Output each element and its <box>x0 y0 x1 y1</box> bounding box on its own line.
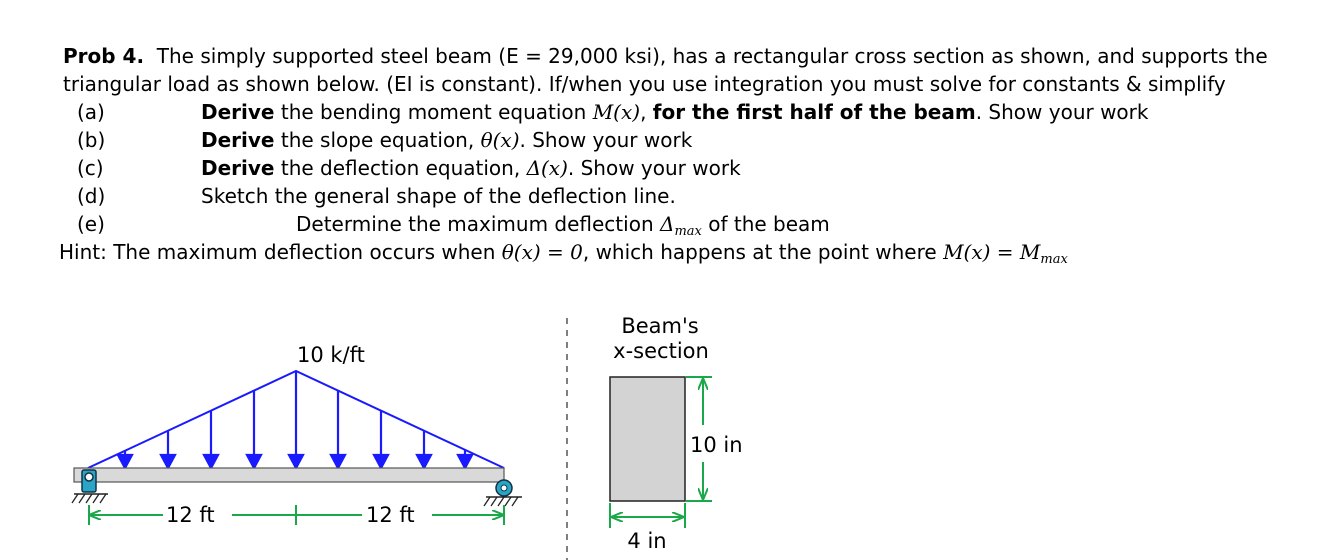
problem-intro-line-2: triangular load as shown below. (EI is constant). If/when you use integration you must solve for constants & simplify <box>63 72 1226 96</box>
right-roller-support <box>484 480 522 506</box>
item-c-bold: Derive <box>201 156 275 180</box>
item-b-bold: Derive <box>201 128 275 152</box>
item-e-text1: Determine the maximum deflection <box>296 212 660 236</box>
problem-label: Prob 4. <box>63 44 145 68</box>
intro-text-1: The simply supported steel beam (E = 29,000 ksi), has a rectangular cross section as shown, and supports the <box>156 44 1268 68</box>
item-b-label: (b) <box>77 128 106 152</box>
xsection-title-1: Beam's <box>621 314 699 338</box>
span-left-label: 12 ft <box>166 503 215 527</box>
item-d-text: Sketch the general shape of the deflection line. <box>201 184 676 208</box>
load-arrows <box>118 371 472 468</box>
item-e-math: Δ <box>659 212 675 236</box>
xsection-title-2: x-section <box>613 339 709 363</box>
item-c-text2: . Show your work <box>567 156 741 180</box>
item-b-text2: . Show your work <box>519 128 693 152</box>
item-a-bold2: for the first half of the beam <box>652 100 976 124</box>
span-right-label: 12 ft <box>366 503 415 527</box>
triangular-load <box>88 371 504 468</box>
span-dimension <box>89 505 504 525</box>
item-a-text2: , <box>640 100 653 124</box>
item-b-math: θ(x) <box>480 128 520 152</box>
item-c-text1: the deflection equation, <box>274 156 527 180</box>
item-a-text3: . Show your work <box>975 100 1149 124</box>
width-label: 4 in <box>627 529 667 553</box>
cross-section-rect <box>610 377 685 501</box>
hint-mid: , which happens at the point where <box>582 240 944 264</box>
width-dimension <box>610 503 685 528</box>
item-a-bold: Derive <box>201 100 275 124</box>
beam <box>74 468 504 482</box>
item-e-text2: of the beam <box>701 212 830 236</box>
item-b-text1: the slope equation, <box>274 128 481 152</box>
item-e-label: (e) <box>77 212 105 236</box>
hint-math1: θ(x) = 0 <box>501 240 583 264</box>
item-a-label: (a) <box>77 100 105 124</box>
load-label: 10 k/ft <box>297 343 365 367</box>
item-c-math: Δ(x) <box>526 156 568 180</box>
hint-prefix: Hint: The maximum deflection occurs when <box>59 240 502 264</box>
item-c-label: (c) <box>77 156 104 180</box>
item-a-text1: the bending moment equation <box>274 100 593 124</box>
height-label: 10 in <box>690 433 743 457</box>
item-e-math-sub: max <box>674 224 702 239</box>
item-a-math: M(x) <box>592 100 641 124</box>
item-d-label: (d) <box>77 184 106 208</box>
hint-math2: M(x) = M <box>943 240 1041 264</box>
hint-math2-sub: max <box>1040 252 1068 267</box>
